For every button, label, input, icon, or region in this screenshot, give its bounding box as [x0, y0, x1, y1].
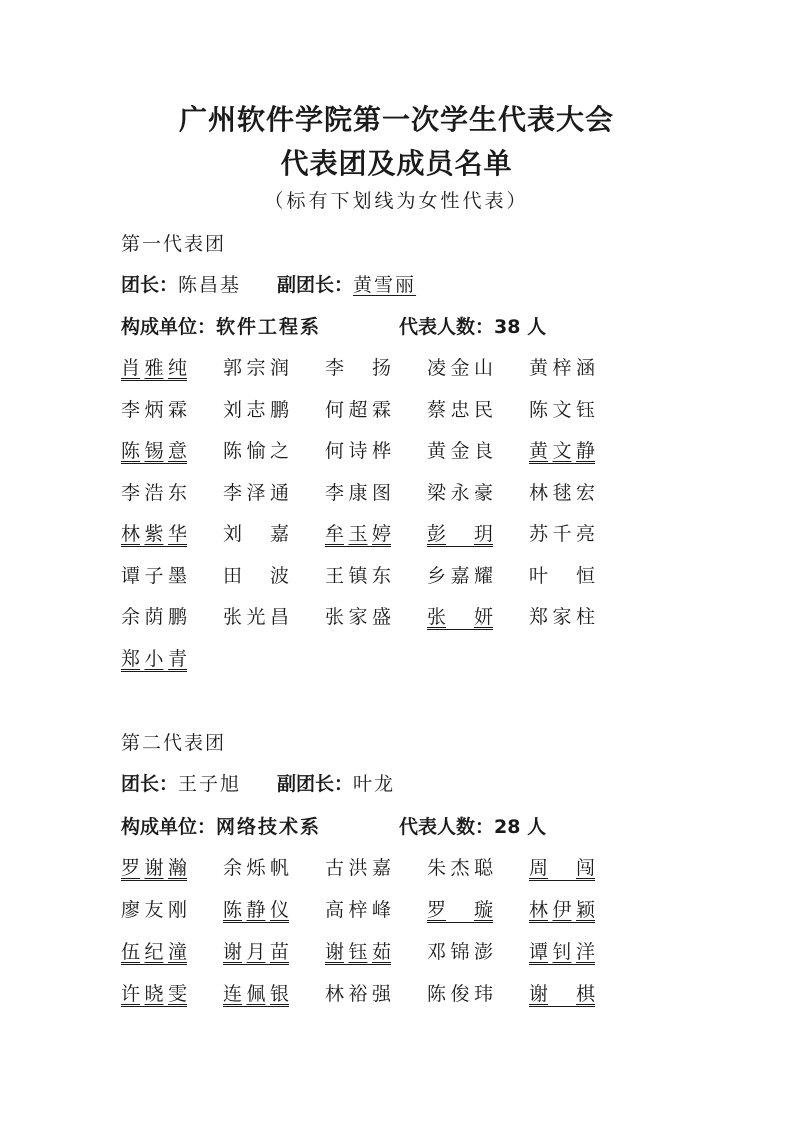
member-name: 谢 月 苗 [223, 941, 289, 963]
member-name: 林 伊 颖 [529, 899, 595, 921]
member-name: 肖 雅 纯 [121, 357, 187, 379]
member-name: 郑 小 青 [121, 648, 187, 670]
document-title-line1: 广州软件学院第一次学生代表大会 [178, 103, 614, 136]
member-name: 叶 恒 [529, 565, 595, 587]
leader-line [121, 273, 416, 299]
member-name: 余 烁 帆 [223, 857, 289, 879]
unit-name: 软件工程系 [216, 316, 322, 338]
member-name: 邓 锦 澎 [427, 941, 493, 963]
count-label: 代表人数： [399, 816, 495, 838]
unit-line [121, 315, 546, 341]
member-name: 古 洪 嘉 [325, 857, 391, 879]
member-name: 何 超 霖 [325, 399, 391, 421]
member-name: 郑 家 柱 [529, 606, 595, 628]
document-subtitle: （标有下划线为女性代表） [264, 190, 529, 212]
member-name: 何 诗 桦 [325, 440, 391, 462]
member-name: 苏 千 亮 [529, 523, 595, 545]
member-name: 高 梓 峰 [325, 899, 391, 921]
member-name: 谭 钊 洋 [529, 941, 595, 963]
leader-line [121, 772, 395, 798]
member-name: 连 佩 银 [223, 983, 289, 1005]
member-name: 牟 玉 婷 [325, 523, 391, 545]
member-name: 李 浩 东 [121, 482, 187, 504]
member-name: 张 家 盛 [325, 606, 391, 628]
delegation-heading: 第二代表团 [121, 732, 227, 754]
leader-name: 陈昌基 [178, 274, 242, 296]
member-name: 陈 锡 意 [121, 440, 187, 462]
member-name: 凌 金 山 [427, 357, 493, 379]
member-name: 林 毬 宏 [529, 482, 595, 504]
member-name: 蔡 忠 民 [427, 399, 493, 421]
member-name: 陈 文 钰 [529, 399, 595, 421]
count-value: 28 人 [494, 816, 547, 838]
member-name: 许 晓 雯 [121, 983, 187, 1005]
member-name: 彭 玥 [427, 523, 493, 545]
member-name: 李 泽 通 [223, 482, 289, 504]
member-name: 黄 文 静 [529, 440, 595, 462]
unit-label: 构成单位： [121, 316, 217, 338]
delegation-heading: 第一代表团 [121, 233, 227, 255]
unit-line [121, 815, 546, 841]
member-name: 乡 嘉 耀 [427, 565, 493, 587]
member-name: 李 扬 [325, 357, 391, 379]
member-name: 张 妍 [427, 606, 493, 628]
member-name: 刘 嘉 [223, 523, 289, 545]
member-name: 周 闯 [529, 857, 595, 879]
leader-name: 王子旭 [178, 773, 242, 795]
member-grid [121, 356, 641, 672]
unit-label: 构成单位： [121, 816, 217, 838]
count-label: 代表人数： [399, 316, 495, 338]
member-name: 梁 永 豪 [427, 482, 493, 504]
vice-leader-label: 副团长： [277, 773, 354, 795]
member-name: 李 炳 霖 [121, 399, 187, 421]
member-name: 余 荫 鹏 [121, 606, 187, 628]
unit-name: 网络技术系 [216, 816, 322, 838]
member-name: 黄 梓 涵 [529, 357, 595, 379]
vice-leader-name: 叶龙 [353, 773, 396, 795]
member-name: 林 紫 华 [121, 523, 187, 545]
member-name: 罗 谢 瀚 [121, 857, 187, 879]
member-name: 郭 宗 润 [223, 357, 289, 379]
member-name: 李 康 图 [325, 482, 391, 504]
member-name: 林 裕 强 [325, 983, 391, 1005]
member-name: 王 镇 东 [325, 565, 391, 587]
document-title-line2: 代表团及成员名单 [280, 147, 513, 180]
member-grid [121, 856, 641, 1007]
leader-label: 团长： [121, 274, 179, 296]
vice-leader-name: 黄雪丽 [353, 274, 417, 296]
member-name: 黄 金 良 [427, 440, 493, 462]
member-name: 廖 友 刚 [121, 899, 187, 921]
member-name: 谢 棋 [529, 983, 595, 1005]
leader-label: 团长： [121, 773, 179, 795]
member-name: 陈 愉 之 [223, 440, 289, 462]
count-value: 38 人 [494, 316, 547, 338]
member-name: 张 光 昌 [223, 606, 289, 628]
member-name: 谢 钰 茹 [325, 941, 391, 963]
vice-leader-label: 副团长： [277, 274, 354, 296]
member-name: 谭 子 墨 [121, 565, 187, 587]
member-name: 朱 杰 聪 [427, 857, 493, 879]
member-name: 陈 俊 玮 [427, 983, 493, 1005]
member-name: 罗 璇 [427, 899, 493, 921]
member-name: 伍 纪 潼 [121, 941, 187, 963]
member-name: 田 波 [223, 565, 289, 587]
member-name: 陈 静 仪 [223, 899, 289, 921]
member-name: 刘 志 鹏 [223, 399, 289, 421]
